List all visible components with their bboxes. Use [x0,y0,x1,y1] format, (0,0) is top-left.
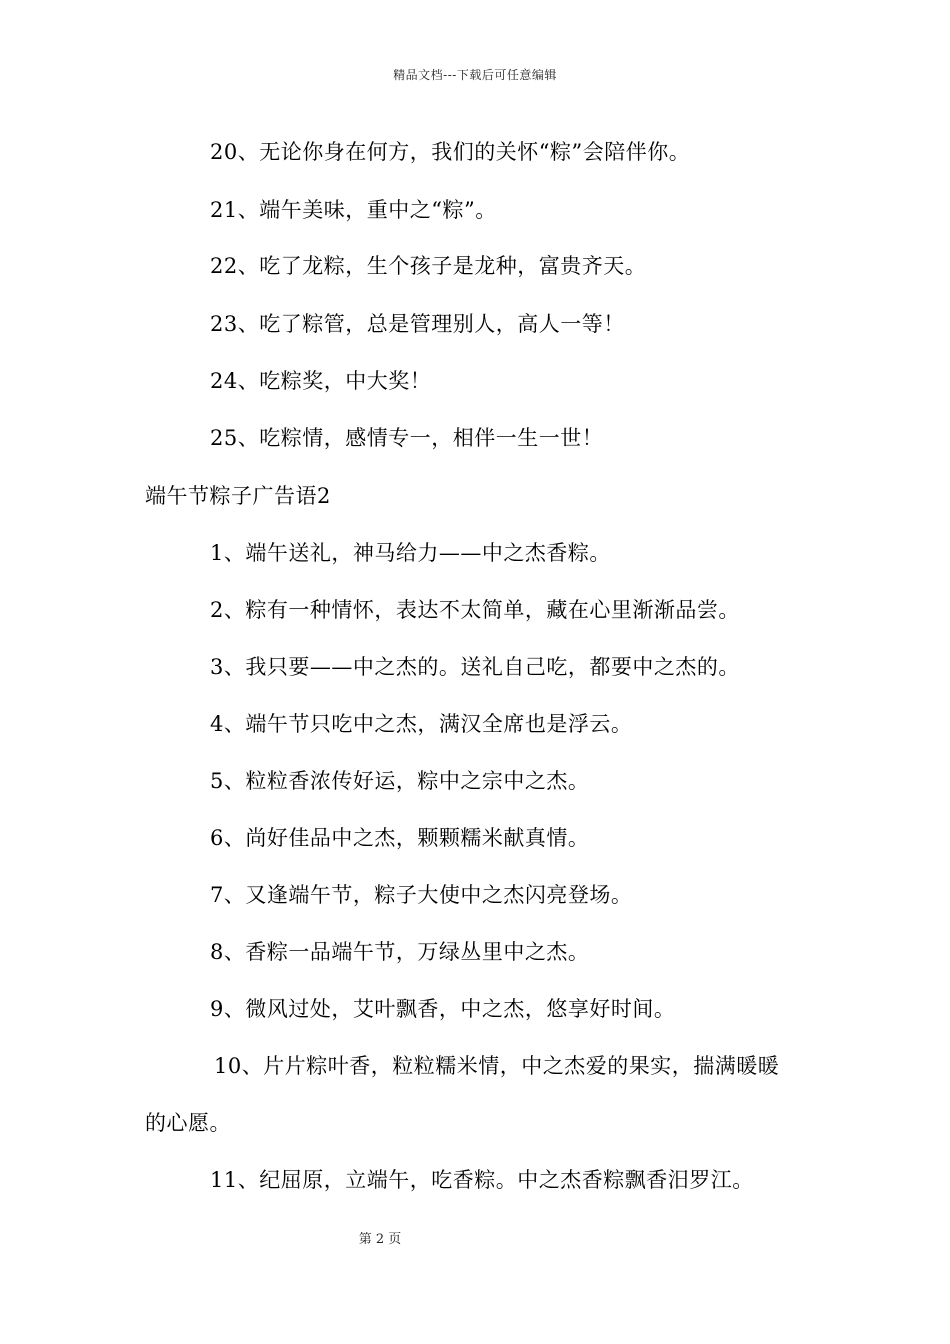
text-line: 7、又逢端午节，粽子大使中之杰闪亮登场。 [210,883,633,907]
text-line: 24、吃粽奖，中大奖！ [210,369,432,393]
text-line: 9、微风过处，艾叶飘香，中之杰，悠享好时间。 [210,997,676,1021]
text-line: 2、粽有一种情怀，表达不太简单，藏在心里渐渐品尝。 [210,598,740,622]
section-heading: 端午节粽子广告语2 [145,484,331,508]
text-line: 10、片片粽叶香，粒粒糯米情，中之杰爱的果实，揣满暖暖 [214,1054,780,1078]
page-header: 精品文档---下载后可任意编辑 [393,68,557,82]
page-number: 第 2 页 [358,1232,402,1247]
text-line: 6、尚好佳品中之杰，颗颗糯米献真情。 [210,826,590,850]
text-line: 11、纪屈原，立端午，吃香粽。中之杰香粽飘香汨罗江。 [210,1168,754,1192]
text-line: 22、吃了龙粽，生个孩子是龙种，富贵齐天。 [210,254,647,278]
text-line: 5、粒粒香浓传好运，粽中之宗中之杰。 [210,769,590,793]
text-line: 23、吃了粽管，总是管理别人，高人一等！ [210,312,625,336]
text-line: 8、香粽一品端午节，万绿丛里中之杰。 [210,940,590,964]
text-line: 25、吃粽情，感情专一，相伴一生一世！ [210,426,604,450]
text-line-continuation: 的心愿。 [145,1111,231,1135]
text-line: 21、端午美味，重中之“粽”。 [210,198,497,222]
text-line: 1、端午送礼，神马给力——中之杰香粽。 [210,541,611,565]
text-line: 4、端午节只吃中之杰，满汉全席也是浮云。 [210,712,633,736]
text-line: 3、我只要——中之杰的。送礼自己吃，都要中之杰的。 [210,655,740,679]
text-line: 20、无论你身在何方，我们的关怀“粽”会陪伴你。 [210,140,691,164]
